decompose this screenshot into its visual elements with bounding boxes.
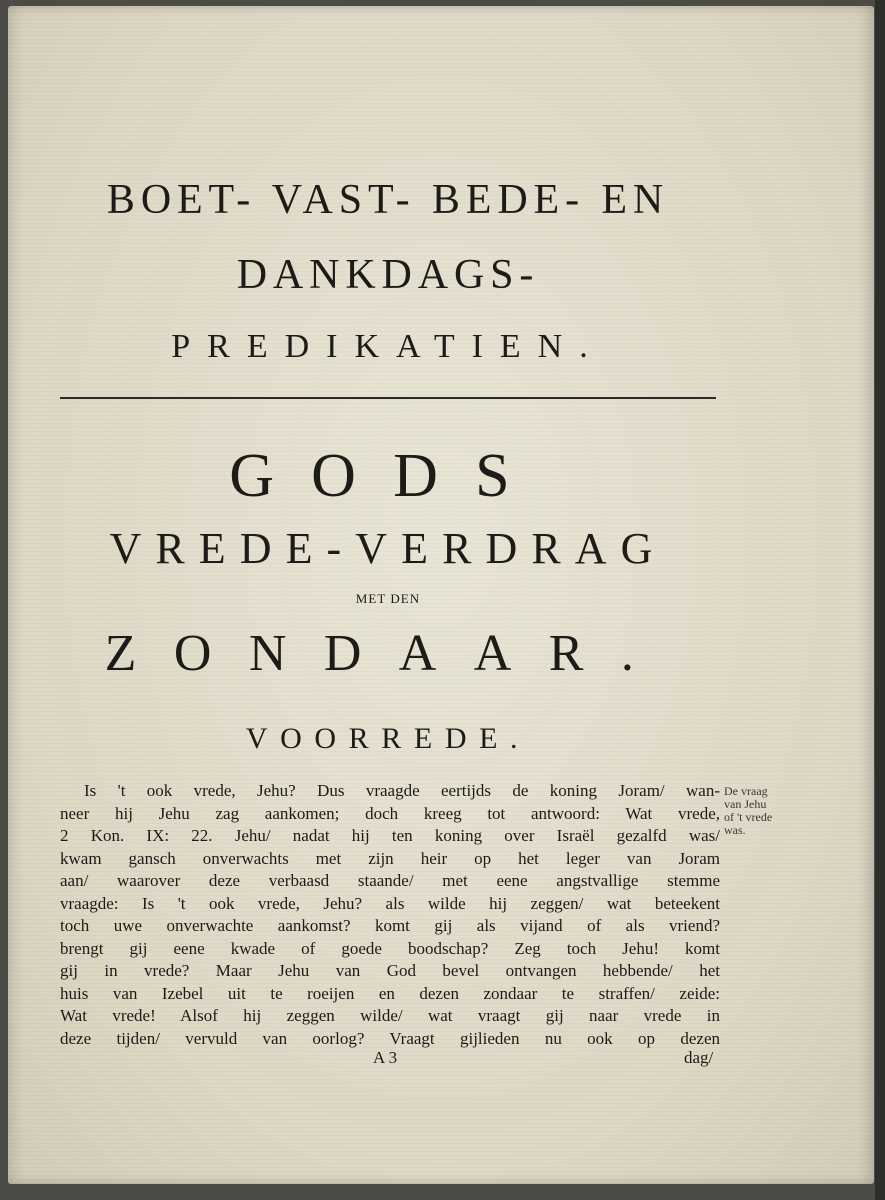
margin-note-line: was. <box>724 823 746 837</box>
body-line: brengt gij eene kwade of goede boodschap? Zeg toch Jehu! komt <box>60 938 720 958</box>
running-header-line-1: BOET- VAST- BEDE- EN <box>106 177 670 223</box>
catchword: dag/ <box>684 1048 714 1067</box>
title-line-zondaar: ZONDAAR. <box>104 625 672 682</box>
section-heading-voorrede: VOORREDE. <box>245 722 531 755</box>
body-line: 2 Kon. IX: 22. Jehu/ nadat hij ten koning over Israël gezalfd was/ <box>60 826 720 845</box>
signature-mark: A 3 <box>373 1048 398 1067</box>
body-line: neer hij Jehu zag aankomen; doch kreeg tot antwoord: Wat vrede, <box>60 803 720 823</box>
title-line-met-den: MET DEN <box>355 591 421 606</box>
running-header-line-2: DANKDAGS- <box>236 252 540 298</box>
body-line: gij in vrede? Maar Jehu van God bevel ontvangen hebbende/ het <box>60 961 720 980</box>
title-line-gods: GODS <box>229 442 547 510</box>
body-text <box>60 780 720 1050</box>
margin-note-line: De vraag <box>724 784 768 798</box>
margin-note <box>724 785 802 837</box>
body-line: aan/ waarover deze verbaasd staande/ met eene angstvallige stemme <box>60 871 720 890</box>
body-line: vraagde: Is 't ook vrede, Jehu? als wilde hij zeggen/ wat beteekent <box>60 893 720 913</box>
horizontal-rule <box>60 397 716 399</box>
body-line: Wat vrede! Alsof hij zeggen wilde/ wat vraagt gij naar vrede in <box>60 1006 720 1025</box>
book-page <box>8 6 874 1184</box>
body-line: huis van Izebel uit te roeijen en dezen zondaar te straffen/ zeide: <box>60 983 720 1003</box>
margin-note-line: of 't vrede <box>724 810 773 824</box>
book-spine-edge <box>875 0 885 1200</box>
body-line: kwam gansch onverwachts met zijn heir op het leger van Joram <box>60 848 720 868</box>
body-line: Is 't ook vrede, Jehu? Dus vraagde eertijds de koning Joram/ wan- <box>84 781 720 800</box>
body-line: toch uwe onverwachte aankomst? komt gij als vijand of als vriend? <box>60 916 720 935</box>
margin-note-line: van Jehu <box>724 797 767 811</box>
body-line: deze tijden/ vervuld van oorlog? Vraagt gijlieden nu ook op dezen <box>60 1028 720 1048</box>
title-line-vrede-verdrag: VREDE-VERDRAG <box>109 524 667 573</box>
running-header-line-3: PREDIKATIEN. <box>171 328 605 365</box>
